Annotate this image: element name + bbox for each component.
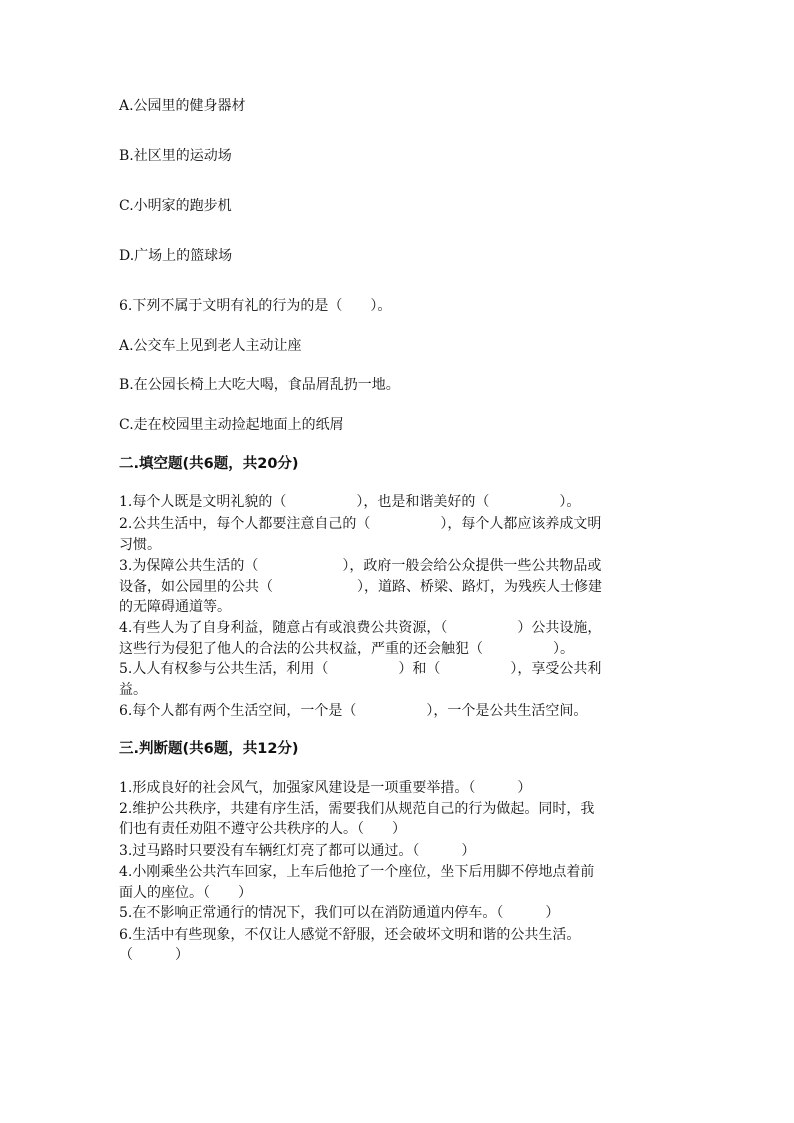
q5-option-b: B.社区里的运动场 (119, 148, 232, 164)
section2-line: 习惯。 (119, 537, 161, 553)
q5-option-c: C.小明家的跑步机 (119, 198, 232, 214)
section2-line: 6.每个人都有两个生活空间，一个是（ ），一个是公共生活空间。 (119, 703, 588, 719)
q5-option-a: A.公园里的健身器材 (119, 98, 246, 114)
section2-line: 设备，如公园里的公共（ ），道路、桥梁、路灯，为残疾人士修建 (119, 579, 602, 595)
section2-line: 4.有些人为了自身利益，随意占有或浪费公共资源，（ ）公共设施， (119, 620, 602, 636)
section3-line: 1.形成良好的社会风气，加强家风建设是一项重要举措。（ ） (119, 780, 532, 796)
section2-line: 3.为保障公共生活的（ ），政府一般会给公众提供一些公共物品或 (119, 558, 602, 574)
section-heading-fill-blank: 二.填空题(共6题，共20分) (119, 456, 299, 472)
section3-line: 们也有责任劝阻不遵守公共秩序的人。（ ） (119, 821, 406, 837)
q6-option-a: A.公交车上见到老人主动让座 (119, 338, 302, 354)
section3-line: 2.维护公共秩序，共建有序生活，需要我们从规范自己的行为做起。同时，我 (119, 801, 595, 817)
section2-line: 这些行为侵犯了他人的合法的公共权益，严重的还会触犯（ ）。 (119, 641, 574, 657)
section3-line: 面人的座位。（ ） (119, 885, 252, 901)
section2-line: 1.每个人既是文明礼貌的（ ），也是和谐美好的（ ）。 (119, 494, 581, 510)
section2-line: 的无障碍通道等。 (119, 599, 231, 615)
section2-line: 5.人人有权参与公共生活，利用（ ）和（ ），享受公共利 (119, 661, 602, 677)
q6-stem: 6.下列不属于文明有礼的行为的是（ ）。 (119, 298, 392, 314)
section2-line: 益。 (119, 682, 147, 698)
section3-line: 5.在不影响正常通行的情况下，我们可以在消防通道内停车。（ ） (119, 905, 560, 921)
q5-option-d: D.广场上的篮球场 (119, 248, 233, 264)
section3-line: 3.过马路时只要没有车辆红灯亮了都可以通过。（ ） (119, 843, 476, 859)
q6-option-b: B.在公园长椅上大吃大喝，食品屑乱扔一地。 (119, 377, 400, 393)
section3-line: （ ） (119, 947, 189, 963)
section-heading-true-false: 三.判断题(共6题，共12分) (119, 741, 299, 757)
section3-line: 4.小刚乘坐公共汽车回家，上车后他抢了一个座位，坐下后用脚不停地点着前 (119, 864, 595, 880)
q6-option-c: C.走在校园里主动捡起地面上的纸屑 (119, 417, 344, 433)
section2-line: 2.公共生活中，每个人都要注意自己的（ ），每个人都应该养成文明 (119, 516, 602, 532)
section3-line: 6.生活中有些现象，不仅让人感觉不舒服，还会破坏文明和谐的公共生活。 (119, 927, 581, 943)
